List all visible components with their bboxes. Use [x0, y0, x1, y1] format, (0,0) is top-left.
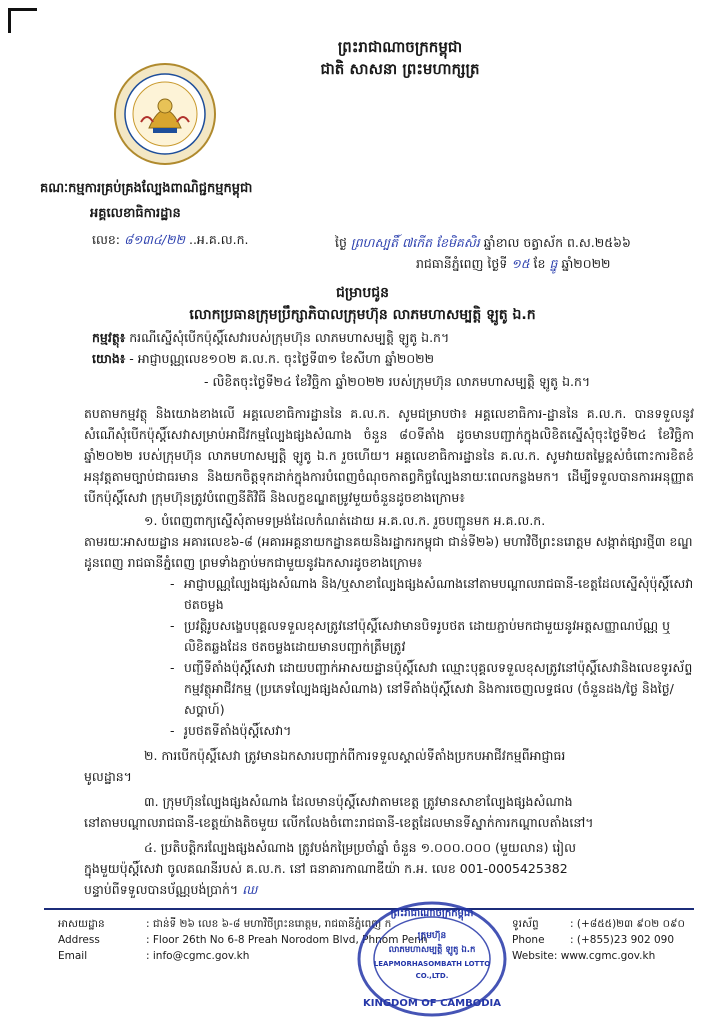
stamp-company-suffix: CO.,LTD.: [415, 972, 449, 980]
stamp-company-km2: លាភមហាសម្បត្តិ ឡូតូ ឯ.ក: [388, 945, 476, 955]
commission-seal-logo: [113, 62, 217, 166]
lunar-date-suffix: ឆ្នាំខាល ចត្វាស័ក ព.ស.២៥៦៦: [483, 235, 631, 250]
item-4-line-a: ៤. ប្រតិបត្តិករល្បែងផ្សងសំណាង ត្រូវបង់កម្រៃប្រចាំឆ្នាំ ចំនួន ១.០០០.០០០ (មួយលាន) រៀល: [144, 840, 576, 855]
lunar-date: [335, 235, 631, 254]
stamp-bottom-text: KINGDOM OF CAMBODIA: [362, 998, 502, 1009]
reference-1: - អាជ្ញាបណ្ណលេខ១០២ គ.ល.ក. ចុះថ្ងៃទី៣១ ខែសីហា ឆ្នាំ២០២២: [129, 351, 435, 366]
phone-km-label: ទូរស័ព្ទ: [512, 918, 539, 930]
item-2-line-b: មូលដ្ឋាន។: [84, 769, 132, 784]
ref-suffix: ..អ.គ.ល.ក.: [188, 232, 249, 247]
website-label: Website:: [512, 950, 558, 962]
item-4-line-b: ក្នុងមួយប៉ុស្តិ៍សេវា ចូលគណនីរបស់ គ.ល.ក. នៅ ធនាគារកាណាឌីយ៉ា ក.អ. លេខ 001-0005425382: [84, 861, 568, 876]
email-value: : info@cgmc.gov.kh: [146, 950, 250, 962]
item-1-line-b: តាមរយៈអាសយដ្ឋាន អគារលេខ៦-៨ (អគារអគ្គនាយកដ្ឋានគយនិងរដ្ឋាករកម្ពុជា ជាន់ទី២៦) មហាវិថីព្រះនរោត្តម សង្កាត់ផ្សារថ្មី៣ ខណ្ឌដូនពេញ រាជធានីភ្នំពេញ ព្រមទាំងភ្ជាប់មកជាមួយនូវឯកសារដូចខាងក្រោម៖: [84, 534, 693, 570]
list-item: - រូបថតទីតាំងប៉ុស្តិ៍សេវា។: [84, 720, 694, 741]
corner-mark: [8, 8, 37, 33]
footer-phone: [512, 932, 685, 948]
solar-date-month: ធ្នូ: [549, 256, 558, 271]
item-2-line-a: ២. ការបើកប៉ុស្តិ៍សេវា ត្រូវមានឯកសារបញ្ជាក់ពីការទទួលស្គាល់ទីតាំងប្រកបអាជីវកម្មពីអាជ្ញាធរ: [144, 748, 566, 763]
footer-phone-km: [512, 916, 685, 932]
ref-label: លេខ:: [92, 232, 121, 247]
reference-2: - លិខិតចុះថ្ងៃទី២៤ ខែវិច្ឆិកា ឆ្នាំ២០២២ របស់ក្រុមហ៊ុន លាភមហាសម្បត្តិ ឡូតូ ឯ.ក។: [204, 374, 591, 389]
subject-text: ករណីស្នើសុំបើកប៉ុស្តិ៍សេវារបស់ក្រុមហ៊ុន លាភមហាសម្បត្តិ ឡូតូ ឯ.ក។: [129, 330, 450, 345]
solar-date-prefix: រាជធានីភ្នំពេញ ថ្ងៃទី: [416, 256, 508, 271]
solar-date-month-label: ខែ: [533, 256, 546, 271]
email-label: Email: [58, 950, 88, 962]
stamp-company-km: ក្រុមហ៊ុន: [417, 931, 447, 941]
lunar-date-handwritten: ព្រហស្បតិ៍ ៧កើត ខែមិគសិរ: [350, 235, 480, 250]
website-value: www.cgmc.gov.kh: [560, 950, 656, 962]
list-item: - អាជ្ញាបណ្ណល្បែងផ្សងសំណាង និង/ឬសាខាល្បែងផ្សងសំណាងនៅតាមបណ្ដាលរាជធានី-ខេត្តដែលស្នើសុំប៉ុស្តិ៍សេវា ថតចម្លង: [84, 573, 694, 615]
recipient: លោកប្រធានក្រុមប្រឹក្សាភិបាលក្រុមហ៊ុន លាភមហាសម្បត្តិ ឡូតូ ឯ.ក: [189, 307, 536, 323]
item-3-line-a: ៣. ក្រុមហ៊ុនល្បែងផ្សងសំណាង ដែលមានប៉ុស្តិ៍សេវាតាមខេត្ត ត្រូវមានសាខាល្បែងផ្សងសំណាង: [144, 794, 573, 809]
footer-website: [512, 948, 685, 964]
item-1-line-a: ១. បំពេញពាក្យស្នើសុំតាមទម្រង់ដែលកំណត់ដោយ អ.គ.ល.ក. រួចបញ្ជូនមក អ.គ.ល.ក.: [144, 513, 546, 528]
address-km-value: : ជាន់ទី ២៦ លេខ ៦-៨ មហាវិថីព្រះនរោត្តម, រាជធានីភ្នំពេញ ក: [146, 918, 392, 930]
phone-value: : (+855)23 902 090: [570, 934, 675, 946]
salutation: ជម្រាបជូន: [335, 285, 390, 301]
kingdom-title: ព្រះរាជាណាចក្រកម្ពុជា: [337, 38, 463, 56]
list-item: - ប្រវត្តិរូបសង្ខេបបុគ្គលទទួលខុសត្រូវនៅប៉ុស្តិ៍សេវាមានបិទរូបថត ដោយភ្ជាប់មកជាមួយនូវអត្តសញ្ញាណប័ណ្ណ ឬលិខិតឆ្លងដែន ថតចម្លងដោយមានបញ្ជាក់ត្រឹមត្រូវ: [84, 615, 694, 657]
item-4-line-c: [84, 879, 694, 900]
address-km-label: អាសយដ្ឋាន: [58, 918, 105, 930]
stamp-top-text: ព្រះរាជាណាចក្រកម្ពុជា: [390, 908, 474, 919]
solar-date-year: ឆ្នាំ២០២២: [561, 256, 611, 271]
footer-contact-right: [512, 916, 685, 964]
stamp-company-en: LEAPMORHASOMBATH LOTTO: [373, 960, 491, 968]
ref-number: ៨១៣៤/២២: [124, 232, 185, 247]
letter-body: តបតាមកម្មវត្ថុ និងយោងខាងលើ អគ្គលេខាធិការដ្ឋាននៃ គ.ល.ក. សូមជម្រាបថា៖ អគ្គលេខាធិការ-ដ្ឋាននៃ គ.ល.ក. បានទទួលនូវសំណើសុំបើកប៉ុស្តិ៍សេវាសម្រាប់អាជីវកម្មល្បែងផ្សងសំណាង ចំនួន ៨០ទីតាំង ដូចមានបញ្ជាក់ក្នុងលិខិតស្នើសុំចុះថ្ងៃទី២៤ ខែវិច្ឆិកា ឆ្នាំ២០២២ របស់ក្រុមហ៊ុន លាភមហាសម្បត្តិ ឡូតូ ឯ.ក រួចហើយ។ អគ្គលេខាធិការដ្ឋាននៃ គ.ល.ក. សូមវាយតម្លៃខ្ពស់ចំពោះការខិតខំអនុវត្តតាមច្បាប់ជាធរមាន និងយកចិត្តទុកដាក់ក្នុងការបំពេញចំណុចកាតព្វកិច្ចល្បែងនាយៈពេលកន្លងមក។ ដើម្បីទទួលបានការអនុញ្ញាតបើកប៉ុស្តិ៍សេវា ក្រុមហ៊ុនត្រូវបំពេញនីតិវិធី និងលក្ខខណ្ឌតម្រូវមួយចំនួនដូចខាងក្រោម៖: [84, 406, 694, 505]
national-motto: ជាតិ សាសនា ព្រះមហាក្សត្រ: [320, 60, 480, 78]
phone-label: Phone: [512, 934, 545, 946]
department-name: អគ្គលេខាធិការដ្ឋាន: [90, 206, 181, 221]
list-item: - បញ្ជីទីតាំងប៉ុស្តិ៍សេវា ដោយបញ្ជាក់អាសយដ្ឋានប៉ុស្តិ៍សេវា ឈ្មោះបុគ្គលទទួលខុសត្រូវនៅប៉ុស្តិ៍សេវានិងលេខទូរស័ព្ទ កម្មវត្ថុអាជីវកម្ម (ប្រភេទល្បែងផ្សងសំណាង) នៅទីតាំងប៉ុស្តិ៍សេវា និងការចេញលទ្ធផល (ចំនួនដង/ថ្ងៃ និងថ្ងៃ/សប្តាហ៍): [84, 657, 694, 720]
solar-date-day: ១៥: [511, 256, 530, 271]
reference-number: [92, 232, 249, 251]
address-value: : Floor 26th No 6-8 Preah Norodom Blvd, Phnom Penh: [146, 934, 428, 946]
address-label: Address: [58, 934, 100, 946]
item-3-line-b: នៅតាមបណ្ដាលរាជធានី-ខេត្តយ៉ាងតិចមួយ លើកលែងចំពោះរាជធានី-ខេត្តដែលមានទីស្នាក់ការកណ្ដាលតាំងនៅ។: [84, 815, 594, 830]
lunar-date-prefix: ថ្ងៃ: [335, 235, 347, 250]
item-4-line-c-text: បន្ទាប់ពីទទួលបានប័ណ្ណបង់ប្រាក់។: [84, 882, 239, 897]
requirements-list: [84, 510, 694, 900]
solar-date: [416, 256, 611, 275]
initial-mark: ឈ: [242, 882, 258, 897]
kingdom-header: [300, 36, 500, 80]
phone-km-value: : (+៨៥៥)២៣ ៩០២ ០៩០: [570, 918, 685, 930]
company-stamp: [356, 900, 508, 1018]
subject-line: [92, 330, 692, 349]
commission-name: គណៈកម្មការគ្រប់គ្រងល្បែងពាណិជ្ជកម្មកម្ពុជា: [40, 181, 253, 196]
reference-line-1: [92, 351, 692, 370]
subject-label: កម្មវត្ថុ៖: [92, 330, 126, 345]
reference-label: យោង៖: [92, 351, 126, 366]
